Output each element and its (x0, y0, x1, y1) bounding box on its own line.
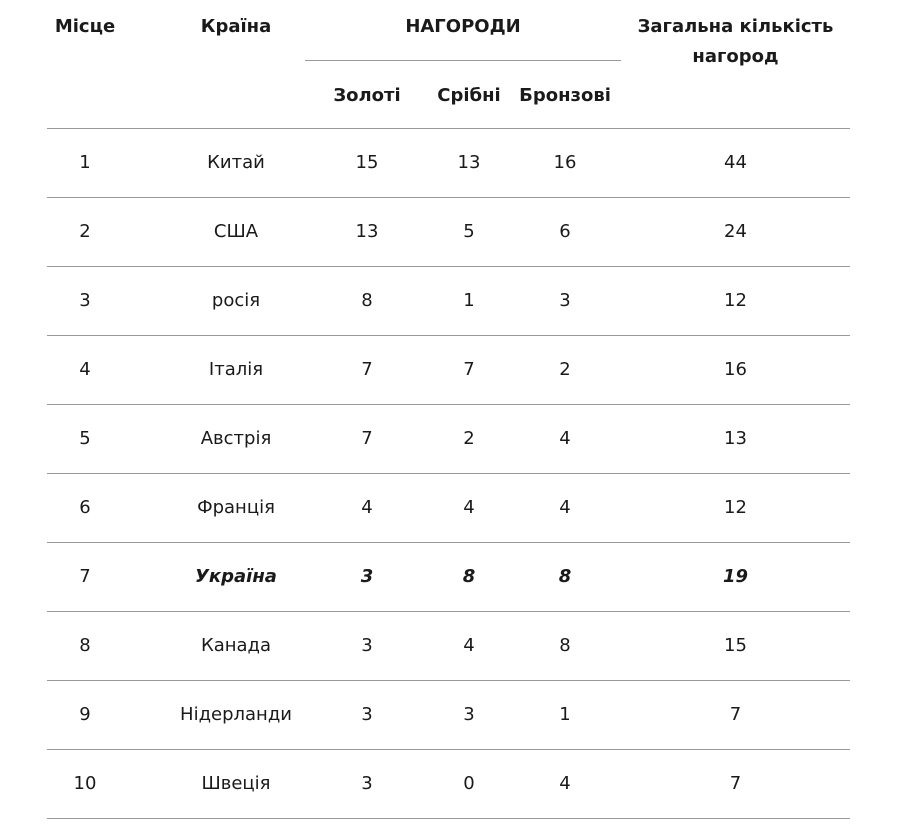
cell-country: Італія (208, 359, 264, 380)
header-gold: Золоті (333, 85, 401, 106)
table-row (47, 474, 850, 543)
header-place: Місце (54, 16, 116, 37)
cell-place: 9 (79, 704, 91, 725)
cell-total: 19 (722, 566, 749, 587)
cell-total: 15 (724, 635, 747, 656)
cell-place: 7 (79, 566, 91, 587)
header-total: Загальна кількість нагород (637, 16, 834, 67)
header-country: Країна (200, 16, 272, 37)
table-row (47, 198, 850, 267)
cell-place: 5 (79, 428, 91, 449)
cell-place: 4 (79, 359, 91, 380)
table-row (47, 681, 850, 750)
cell-bronze: 16 (553, 152, 577, 173)
cell-silver: 2 (463, 428, 475, 449)
cell-country: Швеція (201, 773, 271, 794)
cell-place: 10 (73, 773, 97, 794)
cell-silver: 5 (463, 221, 475, 242)
table-header (47, 0, 850, 129)
table-row (47, 267, 850, 336)
cell-total: 7 (729, 704, 742, 725)
cell-country: США (213, 221, 259, 242)
cell-bronze: 6 (559, 221, 571, 242)
cell-place: 1 (79, 152, 91, 173)
cell-country: Китай (207, 152, 265, 173)
table-row (47, 336, 850, 405)
cell-country: Україна (195, 566, 277, 587)
cell-gold: 8 (361, 290, 373, 311)
cell-total: 12 (724, 290, 747, 311)
cell-country: росія (211, 290, 261, 311)
cell-gold: 7 (361, 428, 373, 449)
cell-place: 6 (79, 497, 91, 518)
cell-silver: 1 (463, 290, 475, 311)
cell-gold: 7 (361, 359, 373, 380)
cell-total: 13 (724, 428, 747, 449)
cell-total: 24 (724, 221, 747, 242)
cell-total: 16 (724, 359, 747, 380)
cell-country: Нідерланди (180, 704, 292, 725)
cell-total: 7 (729, 773, 742, 794)
cell-gold: 3 (361, 704, 373, 725)
cell-total: 44 (724, 152, 747, 173)
cell-bronze: 1 (559, 704, 571, 725)
table-row-highlighted (47, 543, 850, 612)
table-row (47, 750, 850, 819)
cell-country: Франція (197, 497, 275, 518)
cell-gold: 13 (355, 221, 379, 242)
cell-bronze: 2 (559, 359, 571, 380)
cell-gold: 15 (355, 152, 379, 173)
table-row (47, 129, 850, 198)
table-row (47, 612, 850, 681)
header-silver: Срібні (437, 85, 501, 106)
cell-gold: 3 (360, 566, 374, 587)
cell-bronze: 4 (559, 773, 571, 794)
awards-divider (305, 60, 621, 61)
cell-silver: 4 (463, 497, 475, 518)
cell-silver: 7 (463, 359, 475, 380)
cell-silver: 13 (457, 152, 481, 173)
cell-gold: 3 (361, 635, 373, 656)
cell-bronze: 4 (559, 497, 571, 518)
header-awards: НАГОРОДИ (405, 16, 521, 37)
cell-place: 8 (79, 635, 91, 656)
cell-place: 3 (79, 290, 91, 311)
cell-bronze: 8 (559, 635, 571, 656)
cell-silver: 3 (463, 704, 475, 725)
medal-table (47, 0, 850, 819)
cell-silver: 8 (462, 566, 476, 587)
cell-silver: 0 (463, 773, 475, 794)
cell-bronze: 4 (559, 428, 571, 449)
cell-total: 12 (724, 497, 747, 518)
cell-silver: 4 (463, 635, 475, 656)
cell-bronze: 3 (559, 290, 571, 311)
cell-gold: 4 (361, 497, 373, 518)
cell-country: Австрія (200, 428, 272, 449)
header-bronze: Бронзові (519, 85, 611, 106)
cell-bronze: 8 (558, 566, 572, 587)
cell-country: Канада (200, 635, 272, 656)
cell-place: 2 (79, 221, 91, 242)
cell-gold: 3 (361, 773, 373, 794)
table-row (47, 405, 850, 474)
